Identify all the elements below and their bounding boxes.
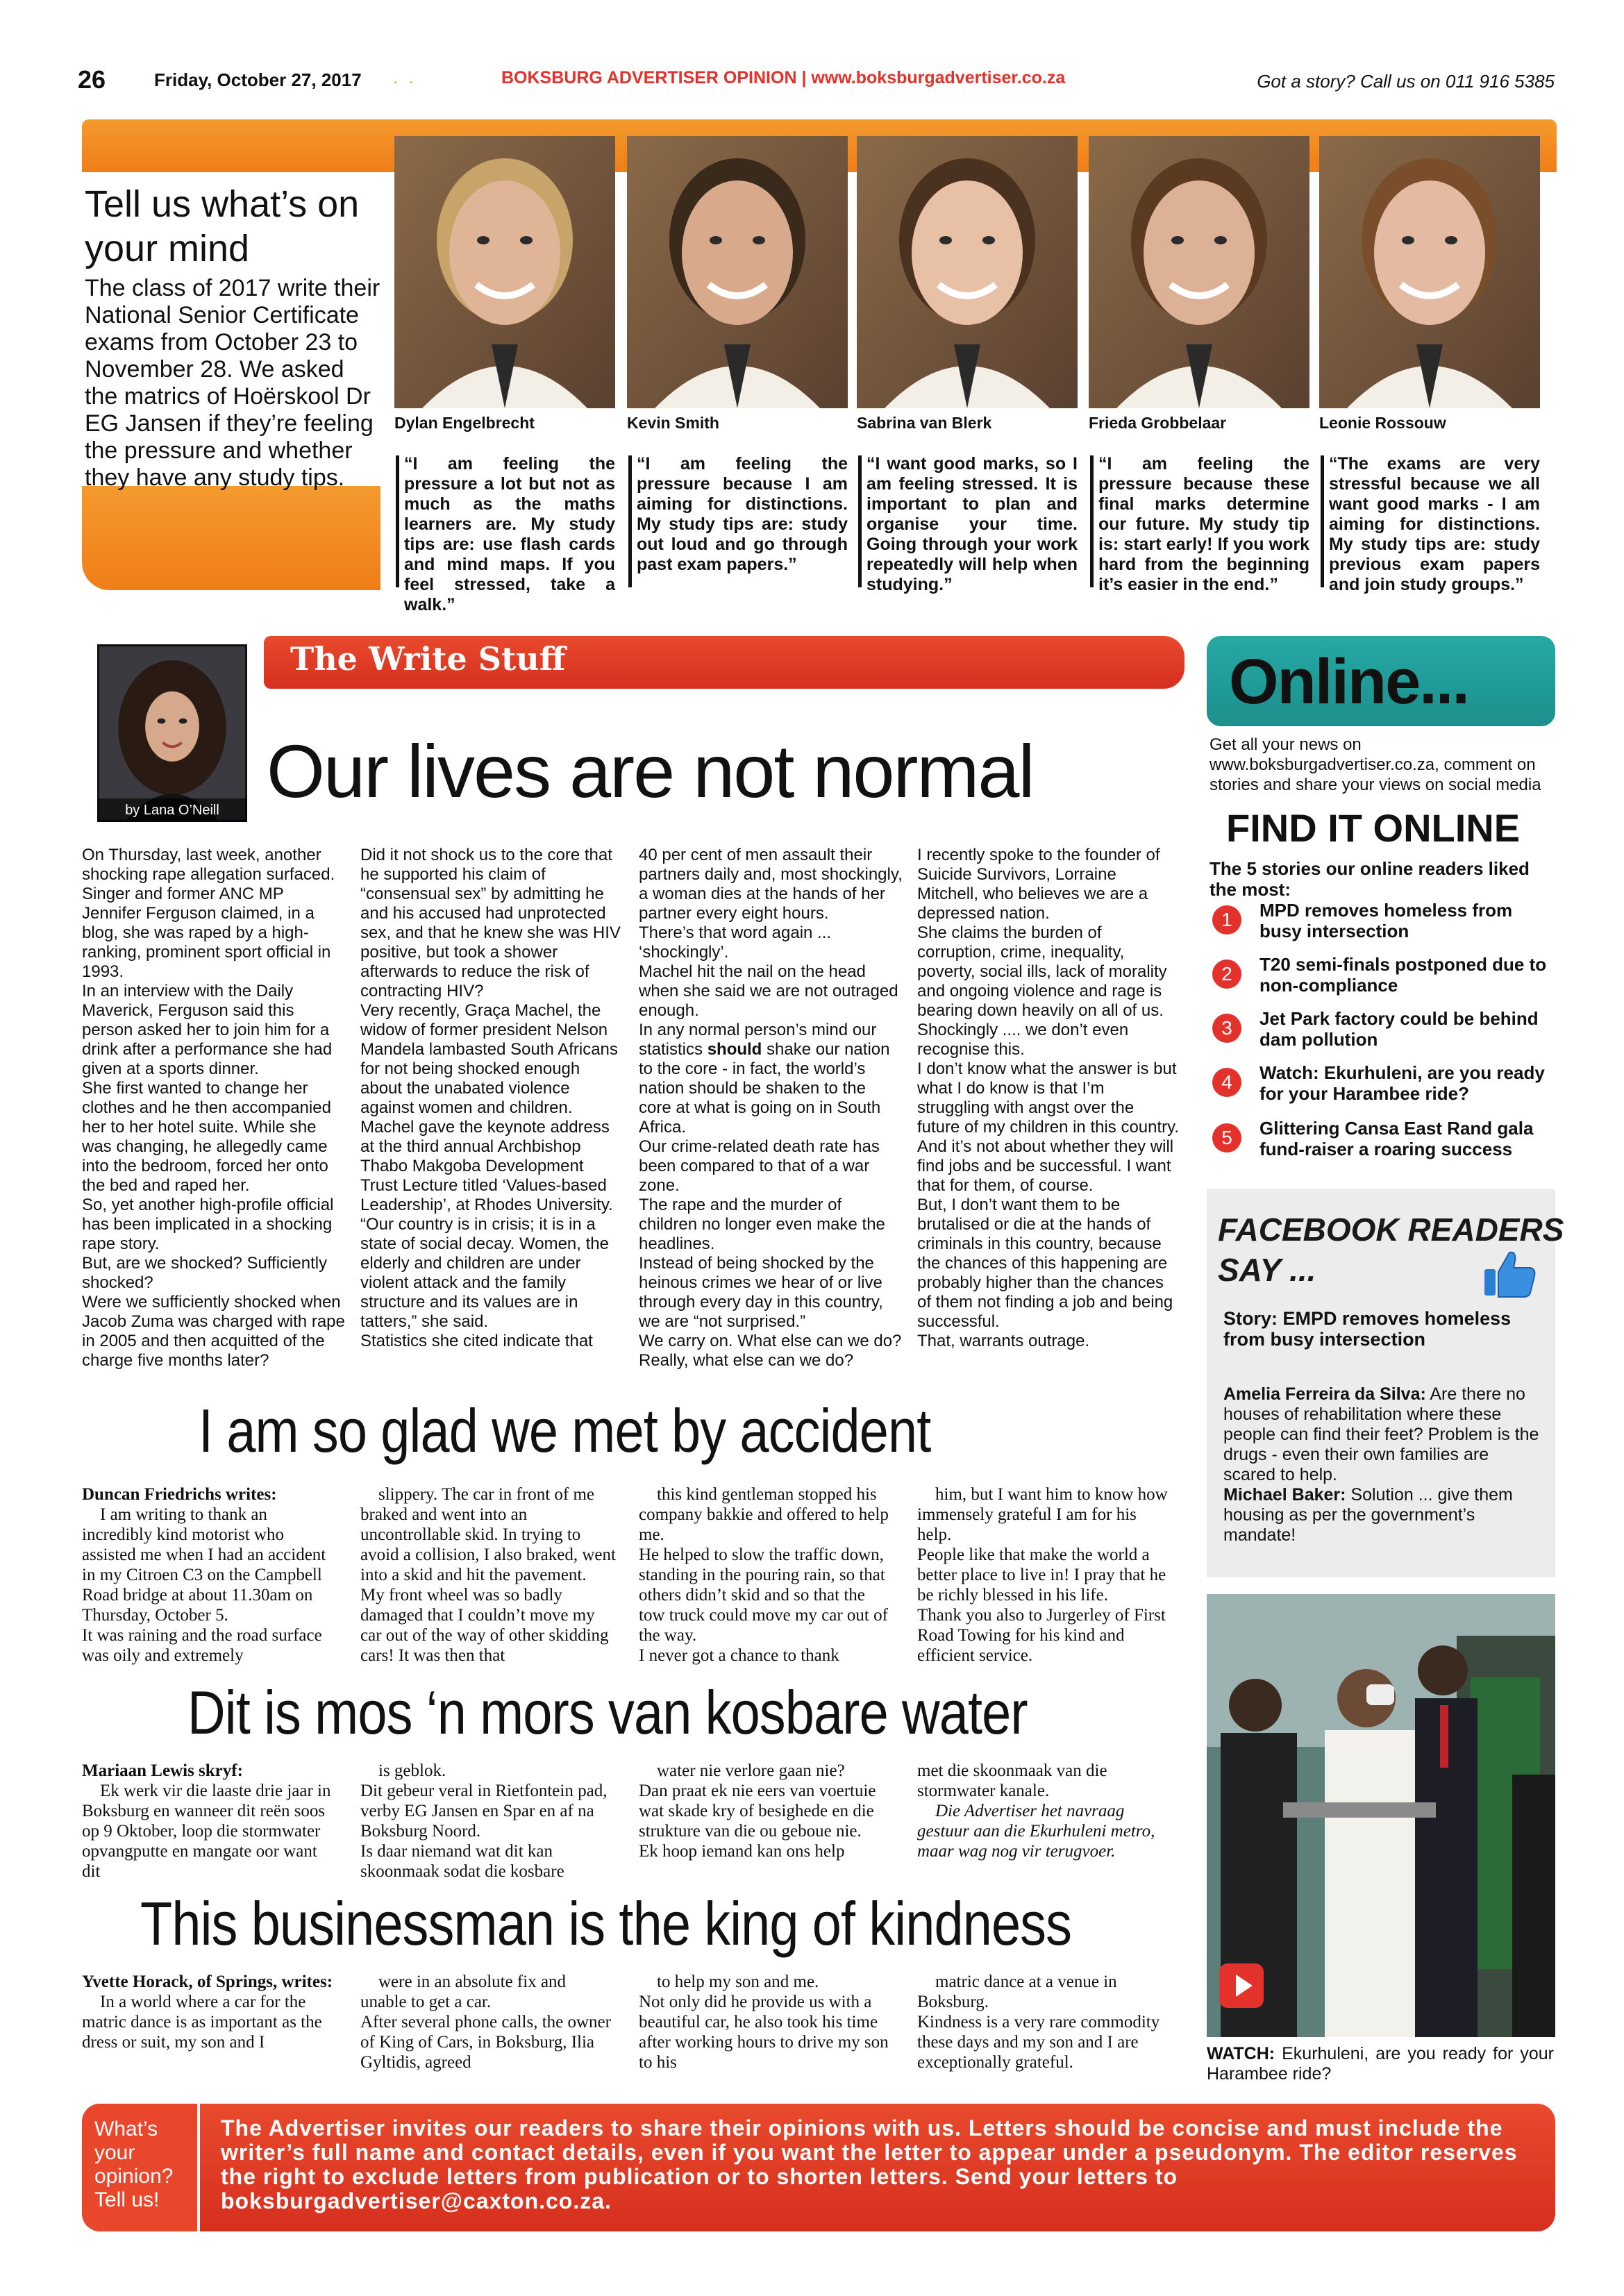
comment-text: Solution ... give them housing as per the government’s mandate! [1223,1485,1513,1545]
letter3-col-3: to help my son and me. Not only did he provide us with a beautiful car, he also took his time after working hours to drive my son to his [639,1972,889,2072]
quote-rule [1090,455,1094,587]
letter2-col-2: is geblok. Dit gebeur veral in Rietfontein pad, verby EG Jansen en Spar en af na Boksburg Noord. Is daar niemand wat dit kan skoonmaak sodat die kosbare [360,1761,608,1881]
online-story-item[interactable] [1209,900,1552,948]
column-para: shake our nation to the core - in fact, the world’s nation should be shaken to the core at what is going on in South Africa. Our crime-related death rate has been compared to that of a war zone. The rape and the murder of children no longer even make the headlines. Instead of being shocked by the heinous crimes we hear of or live through every day in this country, we are “not surprised.” We carry on. What else can we do? Really, what else can we do? [639,1040,902,1370]
column-text-4 [917,846,1181,1351]
story-rank-badge: 3 [1212,1014,1241,1043]
author-byline: by Lana O’Neill [97,798,247,822]
write-stuff-title: The Write Stuff [290,640,566,678]
letter3-headline: This businessman is the king of kindness [140,1889,1072,1958]
watch-label: WATCH: [1207,2044,1275,2063]
student-photo [1089,136,1309,408]
quote-rule [396,455,399,587]
letter1-col-1 [82,1484,337,1666]
letter-para: I am writing to thank an incredibly kind motorist who assisted me when I had an accident in my Citroen C3 on the Campbell Road bridge at about 11.30am on Thursday, October 5. It was raining and the road surface was oily and extremely [82,1505,326,1665]
student-quote: “I want good marks, so I am feeling stressed. It is important to plan and organise your time. Going through your work repeatedly will help when studying.” [867,454,1078,594]
online-story-item[interactable] [1209,1118,1552,1166]
student-name: Dylan Engelbrecht [394,414,535,432]
online-text: Get all your news on www.boksburgadvertiser.co.za, comment on stories and share your views on social media [1209,735,1541,794]
footer-text: The Advertiser invites our readers to share their opinions with us. Letters should be concise and must include the writer’s full name and contact details, even if you want the letter to appear under a pseudonym. The editor reserves the right to exclude letters from publication or to shorten letters. Send your letters to boksburgadvertiser@caxton.co.za. [221,2115,1518,2213]
student-quote: “The exams are very stressful because we all want good marks - I am aiming for distinctions. My study tips are: study previous exam papers and join study groups.” [1329,454,1540,594]
story-rank-badge: 5 [1212,1123,1241,1153]
online-story-item[interactable] [1209,1062,1552,1111]
commenter-name: Amelia Ferreira da Silva: [1223,1384,1426,1404]
story-title: Glittering Cansa East Rand gala fund-raiser a roaring success [1259,1118,1534,1159]
issue-date: Friday, October 27, 2017 [154,69,362,90]
header-dots: . . [393,67,417,87]
letter1-col-2: slippery. The car in front of me braked and went into an uncontrollable skid. In trying to avoid a collision, I also braked, went into a skid and hit the pavement. My front wheel was so badly damaged that I couldn’t move my car out of the way of other skidding cars! It was then that [360,1485,616,1665]
column-para: I recently spoke to the founder of Suicide Survivors, Lorraine Mitchell, who believes we are a depressed nation. She claims the burden of corruption, crime, inequality, poverty, social ills, lack of morality and ongoing violence and rage is bearing down heavily on all of us. Shockingly .... we don’t even recognise this. I don’t know what the answer is but what I do know is that I’m struggling with angst over the future of my children in this country. And it’s not about whether they will find jobs and be successful. I want that for them, of course. But, I don’t want them to be brutalised or die at the hands of criminals in this country, because the chances of this happening are probably higher than the chances of them not finding a job and being successful. That, warrants outrage. [917,846,1180,1350]
student-photo [394,136,615,408]
facebook-story: Story: EMPD removes homeless from busy intersection [1223,1308,1512,1350]
story-title: MPD removes homeless from busy intersection [1259,900,1513,941]
online-story-item[interactable] [1209,954,1552,1003]
letter-para: met die skoonmaak van die stormwater kanale. [917,1761,1107,1800]
letter-para: In a world where a car for the matric dance is as important as the dress or suit, my son and I [82,1993,322,2052]
student-name: Frieda Grobbelaar [1089,414,1227,432]
student-quote: “I am feeling the pressure because these final marks determine our future. My study tip is: start early! If you work hard from the beginning it’s easier in the end.” [1098,454,1309,594]
column-para: On Thursday, last week, another shocking rape allegation surfaced. Singer and former ANC MP Jennifer Ferguson claimed, in a blog, she was raped by a high-ranking, prominent sport official in 1993. In an interview with the Daily Maverick, Ferguson said this person asked her to join him for a drink after a performance she had given at a sports dinner. She first wanted to change her clothes and he then accompanied her to her hotel suite. While she was changing, he allegedly came into the bedroom, forced her onto the bed and raped her. So, yet another high-profile official has been implicated in a shocking rape story. But, are we shocked? Sufficiently shocked? Were we sufficiently shocked when Jacob Zuma was charged with rape in 2005 and then acquitted of the charge five months later? [82,846,345,1370]
column-para: 40 per cent of men assault their partners daily and, most shockingly, a woman dies at the hands of her partner every eight hours. There’s that word again ... ‘shockingly’. Machel hit the nail on the head when she said we are not outraged enough. In any normal person’s mind our statistics [639,846,903,1059]
page-number: 26 [78,65,106,94]
student-name: Sabrina van Blerk [857,414,992,432]
liked-intro: The 5 stories our online readers liked the most: [1209,858,1530,900]
student-name: Kevin Smith [627,414,719,432]
intro-text: The class of 2017 write their National Senior Certificate exams from October 23 to November 28. We asked the matrics of Hoërskool Dr EG Jansen if they’re feeling the pressure and whether they have any study tips. [85,275,380,491]
letter1-author: Duncan Friedrichs writes: [82,1485,277,1504]
find-it-online-title: FIND IT ONLINE [1226,806,1521,850]
student-photo [857,136,1078,408]
story-rank-badge: 1 [1212,905,1241,935]
section-title: BOKSBURG ADVERTISER OPINION | www.boksburgadvertiser.co.za [501,68,1066,87]
thumbs-up-icon [1482,1248,1537,1298]
commenter-name: Michael Baker: [1223,1485,1346,1505]
letter3-author: Yvette Horack, of Springs, writes: [82,1972,333,1991]
letter2-author: Mariaan Lewis skryf: [82,1761,243,1780]
intro-heading: Tell us what’s on your mind [85,183,360,269]
story-title: T20 semi-finals postponed due to non-compliance [1259,954,1547,996]
column-para: Did it not shock us to the core that he supported his claim of “consensual sex” by admitting he and his accused had unprotected sex, and that he knew she was HIV positive, but took a shower afterwards to reduce the risk of contracting HIV? Very recently, Graça Machel, the widow of former president Nelson Mandela lambasted South Africans for not being shocked enough about the unabated violence against women and children. Machel gave the keynote address at the third annual Archbishop Thabo Makgoba Development Trust Lecture titled ‘Values-based Leadership’, at Rhodes University. “Our country is in crisis; it is in a state of social decay. Women, the elderly and children are under violent attack and the family structure and its values are in tatters,” she said. Statistics she cited indicate that [360,846,621,1350]
letter2-headline: Dit is mos ‘n mors van kosbare water [187,1678,1028,1747]
letter2-col-3: water nie verlore gaan nie? Dan praat ek nie eers van voertuie wat skade kry of besighede en die strukture van die ou geboue nie. Ek hoop iemand kan ons help [639,1761,876,1861]
letter-para: Ek werk vir die laaste drie jaar in Boksburg en wanneer dit reën soos op 9 Oktober, loop die stormwater opvangputte en mangate oor want dit [82,1782,331,1881]
letter3-col-4: matric dance at a venue in Boksburg. Kindness is a very rare commodity these days and my son and I are exceptionally grateful. [917,1972,1160,2072]
letter3-col-1 [82,1972,337,2052]
comment-text: Are there no houses of rehabilitation where these people can find their feet? Problem is the drugs - even their own families are scared to help. [1223,1384,1539,1484]
letter2-col-4 [917,1761,1174,1861]
quote-rule [858,455,862,587]
column-headline: Our lives are not normal [267,729,1034,813]
letter1-col-3: this kind gentleman stopped his company bakkie and offered to help me. He helped to slow the traffic down, standing in the pouring rain, so that others didn’t skid and so that the tow truck could move my car out of the way. I never got a chance to thank [639,1485,889,1665]
watch-caption[interactable] [1207,2044,1554,2084]
story-title: Watch: Ekurhuleni, are you ready for your Harambee ride? [1259,1062,1545,1104]
watch-text: Ekurhuleni, are you ready for your Harambee ride? [1207,2044,1554,2084]
facebook-title-line-1: FACEBOOK READERS [1218,1212,1564,1248]
letter1-col-4: him, but I want him to know how immensely grateful I am for his help. People like that make the world a better place to live in! I pray that he be richly blessed in his life. Thank you also to Jurgerley of First Road Towing for his kind and efficient service. [917,1485,1168,1665]
footer-question: What’s your opinion? Tell us! [94,2118,174,2211]
letter2-col-1 [82,1761,337,1882]
facebook-comments [1223,1384,1546,1545]
story-rank-badge: 2 [1212,960,1241,989]
letter1-headline: I am so glad we met by accident [199,1396,931,1465]
facebook-title-line-2: SAY ... [1218,1252,1316,1288]
column-text-1 [82,846,346,1371]
student-quote: “I am feeling the pressure because I am aiming for distinctions. My study tips are: study out loud and go through past exam papers.” [637,454,848,574]
editor-note: Die Advertiser het navraag gestuur aan die Ekurhuleni metro, maar wag nog vir terugvoer. [917,1802,1155,1861]
online-title: Online... [1229,646,1468,717]
online-story-item[interactable] [1209,1008,1552,1057]
student-photo [627,136,848,408]
emphasis-should: should [707,1040,762,1059]
story-rank-badge: 4 [1212,1068,1241,1097]
column-text-3 [639,846,903,1371]
story-title: Jet Park factory could be behind dam pollution [1259,1008,1539,1050]
orange-corner [82,486,380,590]
quote-rule [1321,455,1324,587]
column-text-2 [360,846,624,1351]
call-line: Got a story? Call us on 011 916 5385 [1257,71,1555,92]
student-quote: “I am feeling the pressure a lot but not as much as the maths learners are. My study tips are: use flash cards and mind maps. If you feel stressed, take a walk.” [404,454,615,614]
author-portrait [99,646,245,820]
author-photo [97,644,247,822]
quote-rule [628,455,632,587]
play-video-icon[interactable] [1219,1963,1264,2008]
student-photo [1319,136,1540,408]
letter3-col-2: were in an absolute fix and unable to get a car. After several phone calls, the owner of King of Cars, in Boksburg, Ilia Gyltidis, agreed [360,1972,611,2072]
student-name: Leonie Rossouw [1319,414,1446,432]
